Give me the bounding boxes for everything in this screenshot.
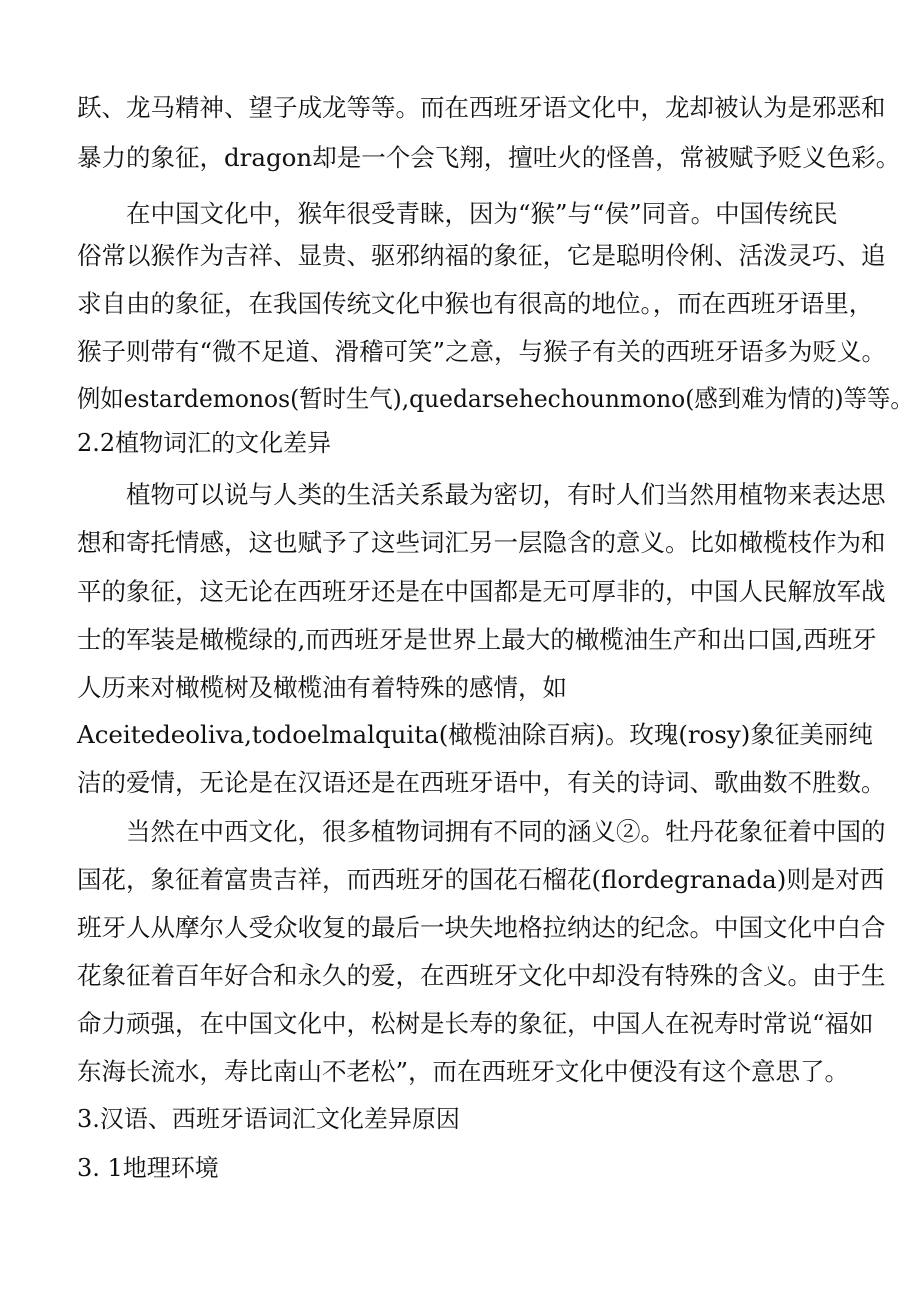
text-line: 国花，象征着富贵吉祥，而西班牙的国花石榴花(flordegranada)则是对西 [77,865,885,894]
section-heading: 2.2植物词汇的文化差异 [77,429,332,457]
text-line: 想和寄托情感，这也赋予了这些词汇另一层隐含的意义。比如橄榄枝作为和 [77,528,886,557]
text-line: 在中国文化中，猴年很受青睐，因为“猴”与“侯”同音。中国传统民 [126,199,838,228]
text-line: 士的军装是橄榄绿的,而西班牙是世界上最大的橄榄油生产和出口国,西班牙 [77,625,877,654]
subsection-heading: 3. 1地理环境 [77,1154,219,1182]
text-line: 班牙人从摩尔人受众收复的最后一块失地格拉纳达的纪念。中国文化中白合 [77,913,886,942]
section-heading: 3.汉语、西班牙语词汇文化差异原因 [77,1105,460,1133]
text-line: 东海长流水，寿比南山不老松”，而在西班牙文化中便没有这个意思了。 [77,1057,850,1086]
text-line: 平的象征，这无论在西班牙还是在中国都是无可厚非的，中国人民解放军战 [77,577,886,606]
text-line: 植物可以说与人类的生活关系最为密切，有时人们当然用植物来表达思 [126,480,886,509]
text-line: 命力顽强，在中国文化中，松树是长寿的象征，中国人在祝寿时常说“福如 [77,1009,874,1038]
text-line: 跃、龙马精神、望子成龙等等。而在西班牙语文化中，龙却被认为是邪恶和 [77,93,886,122]
text-line: 当然在中西文化，很多植物词拥有不同的涵义②。牡丹花象征着中国的 [126,817,886,846]
text-line: 俗常以猴作为吉祥、显贵、驱邪纳福的象征，它是聪明伶俐、活泼灵巧、追 [77,241,886,270]
text-line: 暴力的象征，dragon却是一个会飞翔，擅吐火的怪兽，常被赋予贬义色彩。 [77,143,901,172]
text-line: 例如estardemonos(暂时生气),quedarsehechounmono(感到难为情的)等等。 [77,384,914,413]
text-line: 洁的爱情，无论是在汉语还是在西班牙语中，有关的诗词、歌曲数不胜数。 [77,768,886,797]
text-line: 人历来对橄榄树及橄榄油有着特殊的感情，如 [77,673,567,702]
text-line: Aceitedeoliva,todoelmalquita(橄榄油除百病)。玫瑰(rosy)象征美丽纯 [77,720,873,749]
text-line: 求自由的象征，在我国传统文化中猴也有很高的地位。，而在西班牙语里， [77,289,874,318]
text-line: 猴子则带有“微不足道、滑稽可笑”之意，与猴子有关的西班牙语多为贬义。 [77,337,887,366]
text-line: 花象征着百年好合和永久的爱，在西班牙文化中却没有特殊的含义。由于生 [77,961,886,990]
